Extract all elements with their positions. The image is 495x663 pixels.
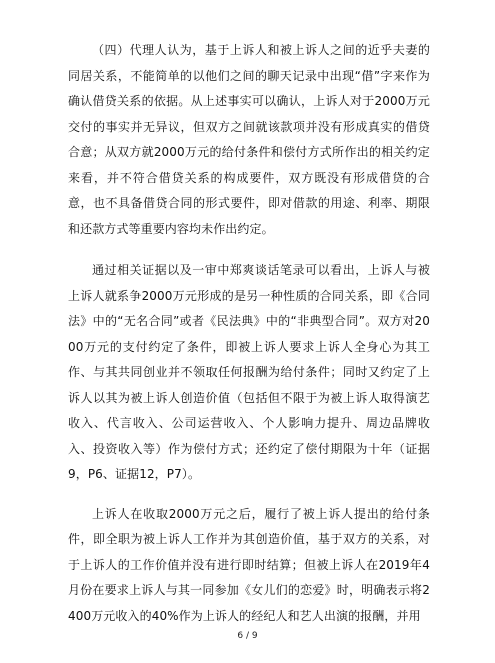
- paragraph-contract-relationship: 通过相关证据以及一审中郑爽谈话笔录可以看出，上诉人与被上诉人就系争2000万元形成的是另一种性质的合同关系，即《合同法》中的“无名合同”或者《民法典》中的“非典型合同”。双方对2000万元的支付约定了条件，即被上诉人要求上诉人全身心为其工作、与其共同创业并不领取任何报酬为给付条件；同时又约定了上诉人以其为被上诉人创造价值（包括但不限于为被上诉人取得演艺收入、代言收入、公司运营收入、个人影响力提升、周边品牌收入、投资收入等）作为偿付方式；还约定了偿付期限为十年（证据9，P6、证据12，P7）。: [68, 263, 430, 481]
- paragraph-agent-opinion: （四）代理人认为，基于上诉人和被上诉人之间的近乎夫妻的同居关系，不能简单的以他们之间的聊天记录中出现“借”字来作为确认借贷关系的依据。从上述事实可以确认，上诉人对于2000万元交付的事实并无异议，但双方之间就该款项并没有形成真实的借贷合意；从双方就2000万元的给付条件和偿付方式所作出的相关约定来看，并不符合借贷关系的构成要件，双方既没有形成借贷的合意，也不具备借贷合同的形式要件，即对借款的用途、利率、期限和还款方式等重要内容均未作出约定。: [68, 43, 430, 236]
- page-number: 6 / 9: [237, 631, 258, 641]
- body-text: [68, 38, 430, 645]
- paragraph-performance: 上诉人在收取2000万元之后，履行了被上诉人提出的给付条件，即全职为被上诉人工作并为其创造价值，基于双方的关系，对于上诉人的工作价值并没有进行即时结算；但被上诉人在2019年4月份在要求上诉人与其一同参加《女儿们的恋爱》时，明确表示将2400万元收入的40%作为上诉人的经纪人和艺人出演的报酬，并用: [68, 506, 430, 623]
